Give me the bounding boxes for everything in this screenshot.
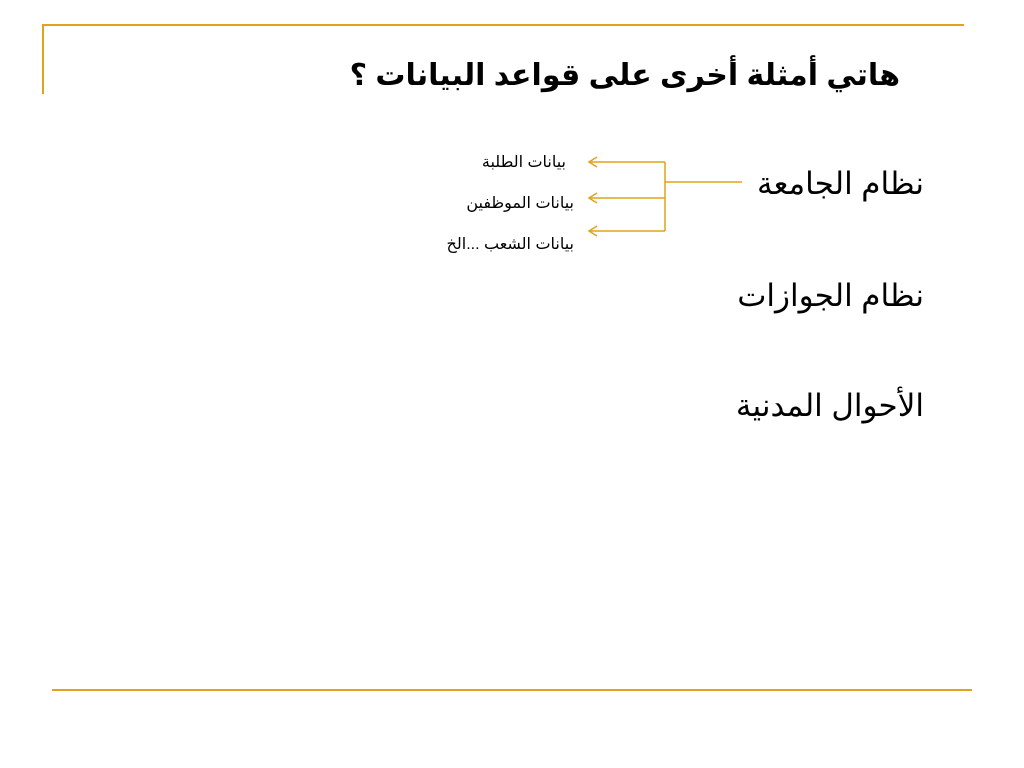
sub-item-students-data: بيانات الطلبة xyxy=(481,154,566,171)
item-passports-system: نظام الجوازات xyxy=(737,278,924,313)
sub-item-employees-data: بيانات الموظفين xyxy=(466,195,574,212)
item-university-system: نظام الجامعة xyxy=(756,166,924,201)
slide-title: هاتي أمثلة أخرى على قواعد البيانات ؟ xyxy=(349,59,900,92)
item-civil-affairs: الأحوال المدنية xyxy=(735,388,924,423)
sub-item-sections-data: بيانات الشعب ...الخ xyxy=(446,236,574,253)
